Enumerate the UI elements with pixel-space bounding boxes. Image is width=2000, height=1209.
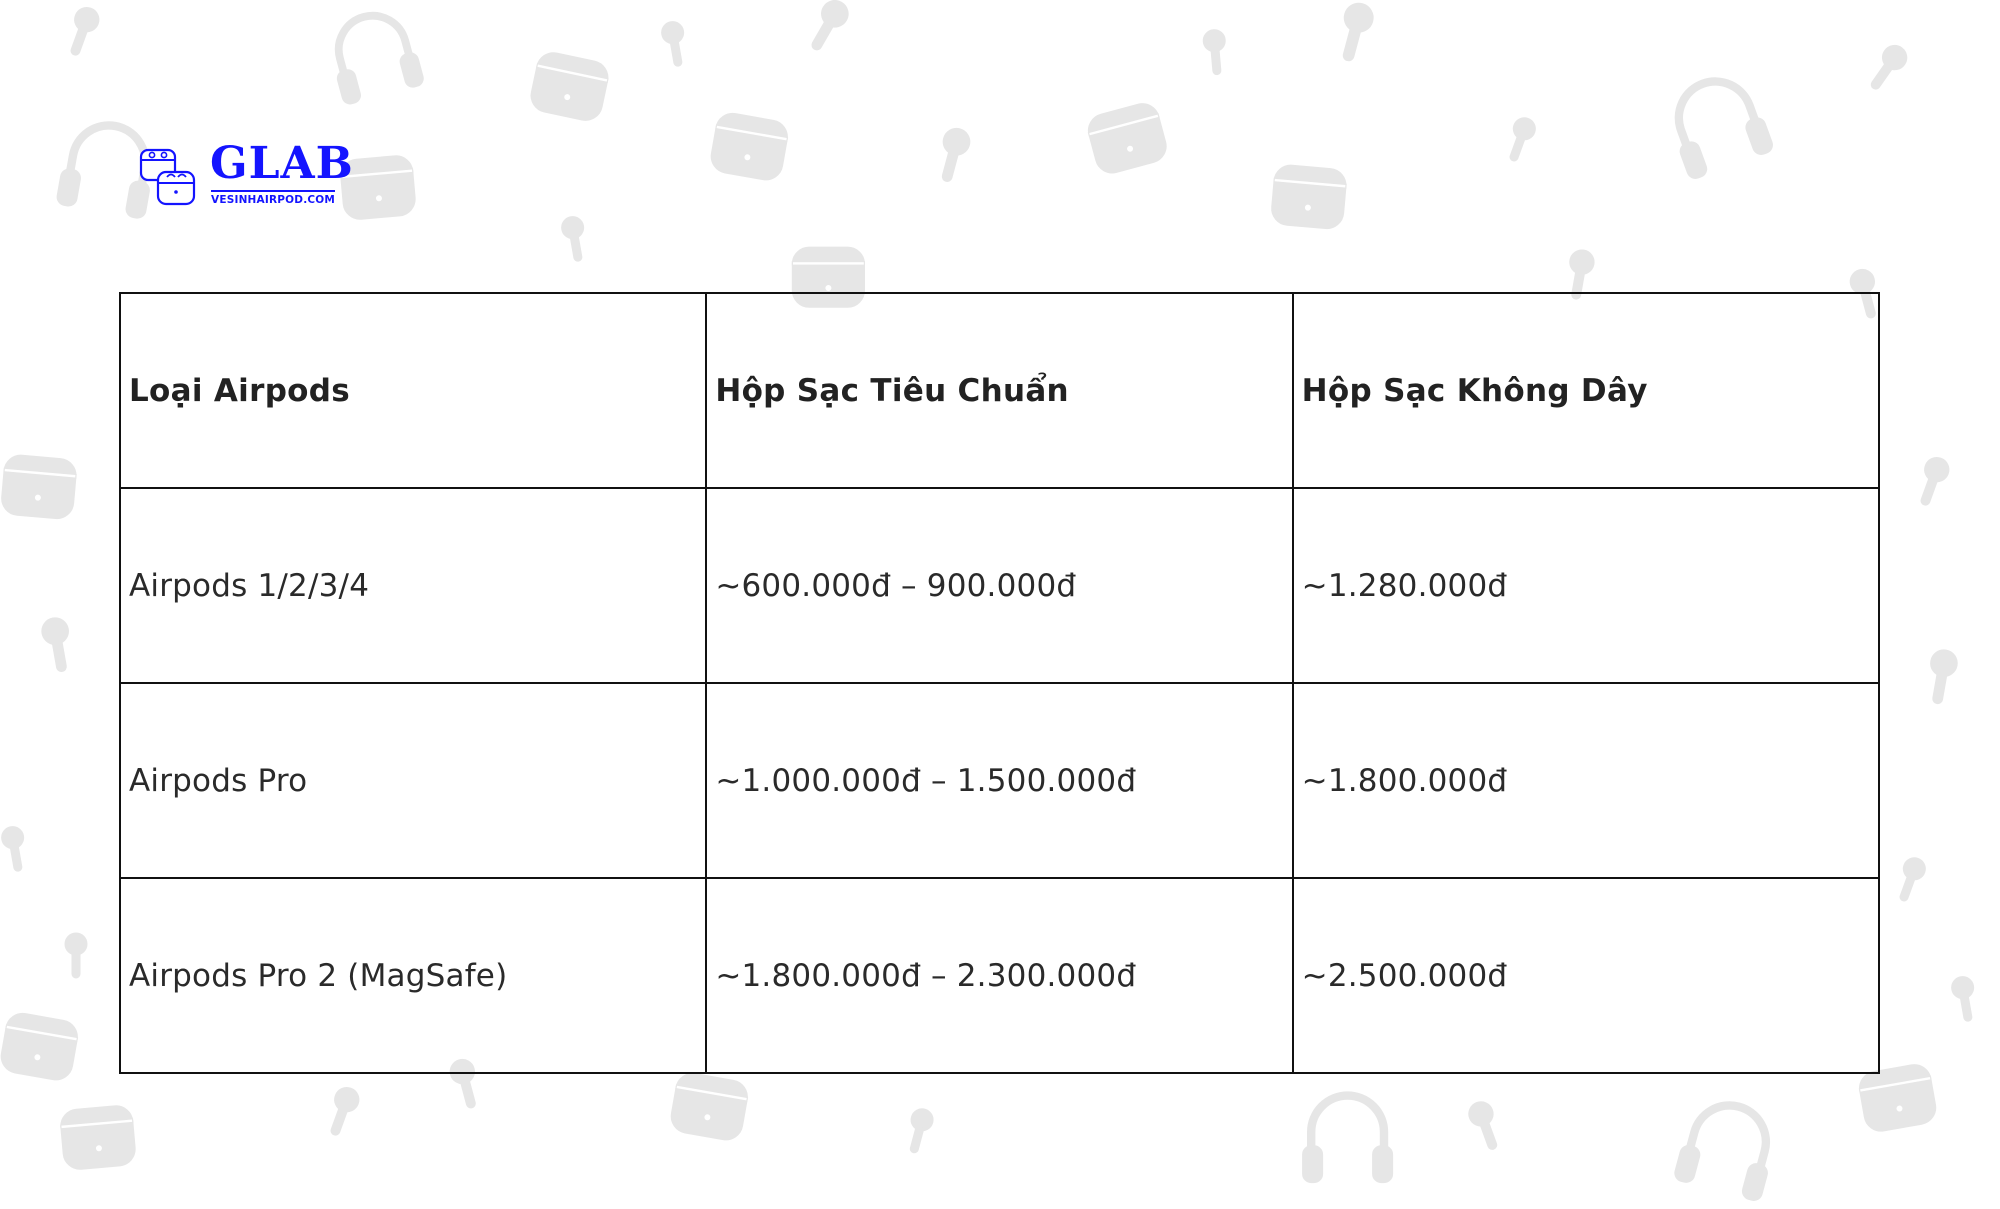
earbud-icon (1880, 850, 1970, 940)
brand-logo (138, 138, 358, 212)
cell-model: Airpods 1/2/3/4 (120, 488, 706, 683)
headphones-icon (1300, 1090, 1398, 1188)
price-table (119, 292, 1880, 1074)
cell-wireless-price: ~2.500.000đ (1293, 878, 1879, 1073)
earbud-icon (892, 1102, 978, 1188)
earbud-icon (1845, 35, 1952, 142)
header-wireless-case: Hộp Sạc Không Dây (1293, 293, 1879, 488)
earbud-icon (1913, 643, 2000, 740)
cell-standard-price: ~1.000.000đ – 1.500.000đ (706, 683, 1292, 878)
charging-case-icon (1081, 91, 1184, 194)
headphones-icon (1669, 1089, 1789, 1209)
table-row (120, 488, 1879, 683)
airpods-case-logo-icon (138, 146, 198, 208)
brand-name: GLAB (210, 138, 354, 189)
headphones-icon (1656, 61, 1782, 187)
table-row (120, 683, 1879, 878)
cell-standard-price: ~600.000đ – 900.000đ (706, 488, 1292, 683)
table-header-row (120, 293, 1879, 488)
charging-case-icon (663, 1063, 760, 1160)
earbud-icon (654, 9, 735, 90)
earbud-icon (1899, 449, 1998, 548)
cell-model: Airpods Pro 2 (MagSafe) (120, 878, 706, 1073)
charging-case-icon (522, 42, 622, 142)
earbud-icon (1320, 0, 1431, 106)
earbud-icon (921, 121, 1024, 224)
earbud-icon (554, 204, 635, 285)
charging-case-icon (1266, 156, 1357, 247)
earbud-icon (1197, 22, 1273, 98)
earbud-icon (1944, 964, 2000, 1045)
charging-case-icon (703, 103, 800, 200)
charging-case-icon (56, 1096, 147, 1187)
table-row (120, 878, 1879, 1073)
header-airpods-type: Loại Airpods (120, 293, 706, 488)
brand-domain: VESINHAIRPOD.COM (211, 190, 335, 206)
earbud-icon (1490, 110, 1580, 200)
earbud-icon (0, 814, 76, 895)
earbud-icon (33, 603, 130, 700)
earbud-icon (309, 1079, 408, 1178)
cell-wireless-price: ~1.800.000đ (1293, 683, 1879, 878)
earbud-icon (49, 0, 148, 98)
cell-model: Airpods Pro (120, 683, 706, 878)
earbud-icon (785, 0, 900, 104)
charging-case-icon (0, 446, 88, 537)
headphones-icon (320, 0, 431, 111)
earbud-icon (1459, 1079, 1558, 1178)
header-standard-case: Hộp Sạc Tiêu Chuẩn (706, 293, 1292, 488)
cell-wireless-price: ~1.280.000đ (1293, 488, 1879, 683)
charging-case-icon (0, 1003, 91, 1100)
cell-standard-price: ~1.800.000đ – 2.300.000đ (706, 878, 1292, 1073)
